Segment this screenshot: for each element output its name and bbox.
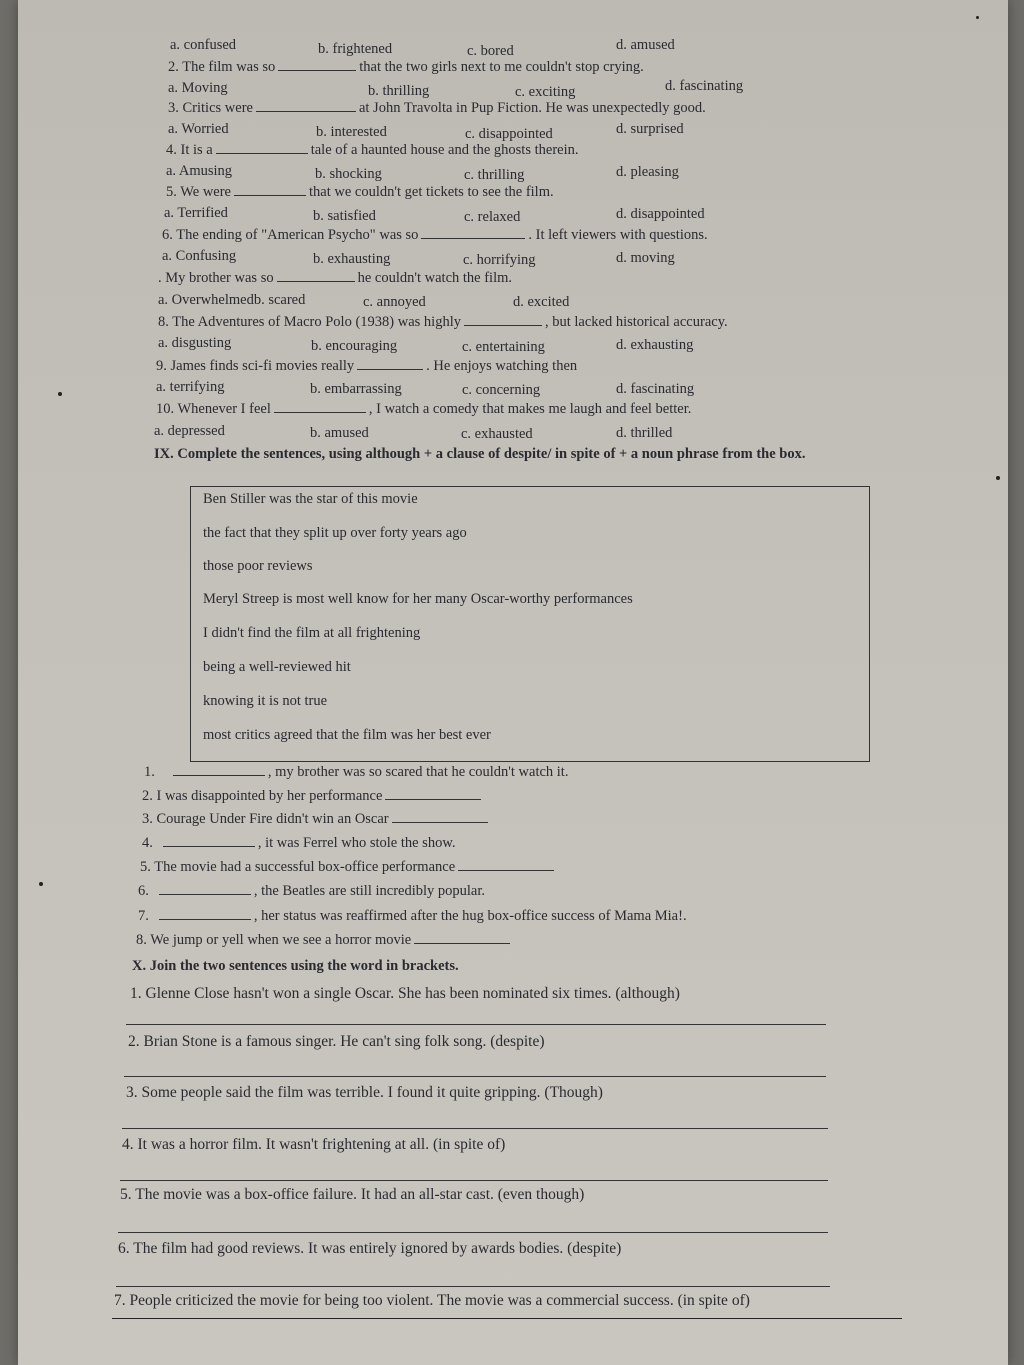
x-item-7: 7. People criticized the movie for being too violent. The movie was a commercial success. (in spite of) xyxy=(114,1292,750,1309)
worksheet-page xyxy=(18,0,1008,1365)
q9-stem xyxy=(156,358,577,375)
q4-option-b: b. shocking xyxy=(315,166,382,182)
box-item: Ben Stiller was the star of this movie xyxy=(203,491,418,507)
q6-pre: 6. The ending of "American Psycho" was so xyxy=(162,227,419,243)
q4-stem xyxy=(166,142,579,159)
q7-blank xyxy=(277,280,355,282)
q4-pre: 4. It is a xyxy=(166,142,213,158)
answer-line[interactable] xyxy=(112,1318,902,1319)
box-item: I didn't find the film at all frightening xyxy=(203,625,421,641)
q5-pre: 5. We were xyxy=(166,184,231,200)
x-item-2: 2. Brian Stone is a famous singer. He can't sing folk song. (despite) xyxy=(128,1033,545,1050)
box-item: being a well-reviewed hit xyxy=(203,659,351,675)
q10-option-c: c. exhausted xyxy=(461,426,533,442)
answer-blank[interactable] xyxy=(458,869,554,871)
answer-line[interactable] xyxy=(122,1128,828,1129)
answer-blank[interactable] xyxy=(414,942,510,944)
q4-post: tale of a haunted house and the ghosts therein. xyxy=(310,142,579,158)
q9-option-c: c. concerning xyxy=(462,382,541,398)
q1-option-a: a. confused xyxy=(170,37,237,53)
q9-option-d: d. fascinating xyxy=(616,381,695,397)
ix-item-text: , it was Ferrel who stole the show. xyxy=(257,835,456,851)
q9-option-a: a. terrifying xyxy=(156,379,225,395)
ix-item-6 xyxy=(138,883,485,900)
q3-option-b: b. interested xyxy=(316,124,387,140)
answer-blank[interactable] xyxy=(163,845,255,847)
q8-option-b: b. encouraging xyxy=(311,338,398,354)
answer-line[interactable] xyxy=(118,1232,828,1233)
q3-blank xyxy=(256,110,356,112)
q8-pre: 8. The Adventures of Macro Polo (1938) was highly xyxy=(158,314,461,330)
q9-option-b: b. embarrassing xyxy=(310,381,402,397)
q3-stem xyxy=(168,100,706,117)
q5-stem xyxy=(166,184,554,201)
ix-item-text: The movie had a successful box-office performance xyxy=(154,859,456,875)
ix-item-text: I was disappointed by her performance xyxy=(156,788,383,804)
paper-mark xyxy=(58,392,62,396)
q3-post: at John Travolta in Pup Fiction. He was unexpectedly good. xyxy=(358,100,706,116)
x-item-3: 3. Some people said the film was terrible. I found it quite gripping. (Though) xyxy=(126,1084,603,1101)
x-item-6: 6. The film had good reviews. It was entirely ignored by awards bodies. (despite) xyxy=(118,1240,622,1257)
q2-option-b: b. thrilling xyxy=(368,83,430,99)
ix-item-number: 1. xyxy=(144,764,155,780)
q8-post: , but lacked historical accuracy. xyxy=(544,314,728,330)
q6-stem xyxy=(162,227,708,244)
q5-post: that we couldn't get tickets to see the film. xyxy=(309,184,554,200)
x-item-5: 5. The movie was a box-office failure. It had an all-star cast. (even though) xyxy=(120,1186,585,1203)
q9-blank xyxy=(357,368,423,370)
x-item-4: 4. It was a horror film. It wasn't frightening at all. (in spite of) xyxy=(122,1136,506,1153)
q2-option-d: d. fascinating xyxy=(665,78,744,94)
ix-item-number: 7. xyxy=(138,908,149,924)
q4-blank xyxy=(216,152,308,154)
q5-option-c: c. relaxed xyxy=(464,209,521,225)
answer-blank[interactable] xyxy=(159,893,251,895)
ix-item-text: , my brother was so scared that he couldn't watch it. xyxy=(267,764,569,780)
ix-item-4 xyxy=(142,835,455,852)
paper-mark xyxy=(39,882,43,886)
q9-post: . He enjoys watching then xyxy=(426,358,578,374)
q3-option-a: a. Worried xyxy=(168,121,229,137)
q2-option-c: c. exciting xyxy=(515,84,576,100)
q3-option-c: c. disappointed xyxy=(465,126,553,142)
box-item: knowing it is not true xyxy=(203,693,328,709)
ix-item-3 xyxy=(142,811,491,828)
q2-pre: 2. The film was so xyxy=(168,59,276,75)
answer-line[interactable] xyxy=(116,1286,830,1287)
q10-blank xyxy=(274,411,366,413)
q10-stem xyxy=(156,401,691,418)
q7-option-d: d. excited xyxy=(513,294,570,310)
q2-stem xyxy=(168,59,644,76)
paper-mark xyxy=(996,476,1000,480)
ix-item-number: 5. xyxy=(140,859,151,875)
ix-item-number: 2. xyxy=(142,788,153,804)
q1-option-b: b. frightened xyxy=(318,41,393,57)
ix-item-2 xyxy=(142,788,484,805)
ix-item-number: 6. xyxy=(138,883,149,899)
q4-option-d: d. pleasing xyxy=(616,164,679,180)
q5-option-a: a. Terrified xyxy=(164,205,228,221)
q6-option-d: d. moving xyxy=(616,250,675,266)
q3-option-d: d. surprised xyxy=(616,121,684,137)
q7-post: he couldn't watch the film. xyxy=(357,270,513,286)
q8-blank xyxy=(464,324,542,326)
answer-blank[interactable] xyxy=(159,918,251,920)
q5-blank xyxy=(234,194,306,196)
q2-post: that the two girls next to me couldn't stop crying. xyxy=(359,59,644,75)
q3-pre: 3. Critics were xyxy=(168,100,253,116)
q5-option-d: d. disappointed xyxy=(616,206,705,222)
q6-option-c: c. horrifying xyxy=(463,252,536,268)
answer-line[interactable] xyxy=(120,1180,828,1181)
q10-option-a: a. depressed xyxy=(154,423,225,439)
answer-line[interactable] xyxy=(126,1024,826,1025)
ix-item-number: 8. xyxy=(136,932,147,948)
q10-post: , I watch a comedy that makes me laugh and feel better. xyxy=(368,401,692,417)
q9-pre: 9. James finds sci-fi movies really xyxy=(156,358,355,374)
ix-item-8 xyxy=(136,932,513,949)
q2-option-a: a. Moving xyxy=(168,80,228,96)
ix-item-number: 3. xyxy=(142,811,153,827)
ix-item-text: , the Beatles are still incredibly popular. xyxy=(253,883,486,899)
paper-mark xyxy=(976,16,979,19)
q10-option-d: d. thrilled xyxy=(616,425,673,441)
q4-option-a: a. Amusing xyxy=(166,163,233,179)
x-item-1: 1. Glenne Close hasn't won a single Oscar. She has been nominated six times. (although) xyxy=(130,985,680,1002)
section-9-heading: IX. Complete the sentences, using although + a clause of despite/ in spite of + a noun phrase from the box. xyxy=(154,446,806,462)
box-item: most critics agreed that the film was her best ever xyxy=(203,727,491,743)
q7-option-c: c. annoyed xyxy=(363,294,426,310)
ix-item-text: , her status was reaffirmed after the hug box-office success of Mama Mia!. xyxy=(253,908,687,924)
ix-item-number: 4. xyxy=(142,835,153,851)
q7-stem xyxy=(158,270,512,287)
box-item: Meryl Streep is most well know for her many Oscar-worthy performances xyxy=(203,591,633,607)
q1-option-c: c. bored xyxy=(467,43,514,59)
q1-option-d: d. amused xyxy=(616,37,675,53)
q5-option-b: b. satisfied xyxy=(313,208,376,224)
q4-option-c: c. thrilling xyxy=(464,167,525,183)
q6-post: . It left viewers with questions. xyxy=(528,227,708,243)
ix-item-text: We jump or yell when we see a horror movie xyxy=(150,932,412,948)
phrase-box xyxy=(190,486,870,762)
answer-blank[interactable] xyxy=(392,821,488,823)
ix-item-1 xyxy=(144,764,568,781)
q6-option-b: b. exhausting xyxy=(313,251,391,267)
q8-option-c: c. entertaining xyxy=(462,339,545,355)
section-10-heading: X. Join the two sentences using the word in brackets. xyxy=(132,958,459,974)
ix-item-5 xyxy=(140,859,557,876)
q8-option-a: a. disgusting xyxy=(158,335,232,351)
answer-line[interactable] xyxy=(124,1076,826,1077)
q8-option-d: d. exhausting xyxy=(616,337,694,353)
ix-item-text: Courage Under Fire didn't win an Oscar xyxy=(156,811,389,827)
box-item: the fact that they split up over forty years ago xyxy=(203,525,467,541)
q10-option-b: b. amused xyxy=(310,425,369,441)
q10-pre: 10. Whenever I feel xyxy=(156,401,271,417)
q6-option-a: a. Confusing xyxy=(162,248,237,264)
answer-blank[interactable] xyxy=(385,798,481,800)
box-item: those poor reviews xyxy=(203,558,313,574)
q6-blank xyxy=(421,237,525,239)
q7-option-a: a. Overwhelmedb. scared xyxy=(158,292,306,308)
q8-stem xyxy=(158,314,728,331)
q2-blank xyxy=(278,69,356,71)
ix-item-7 xyxy=(138,908,687,925)
q7-pre: . My brother was so xyxy=(158,270,274,286)
answer-blank[interactable] xyxy=(173,774,265,776)
